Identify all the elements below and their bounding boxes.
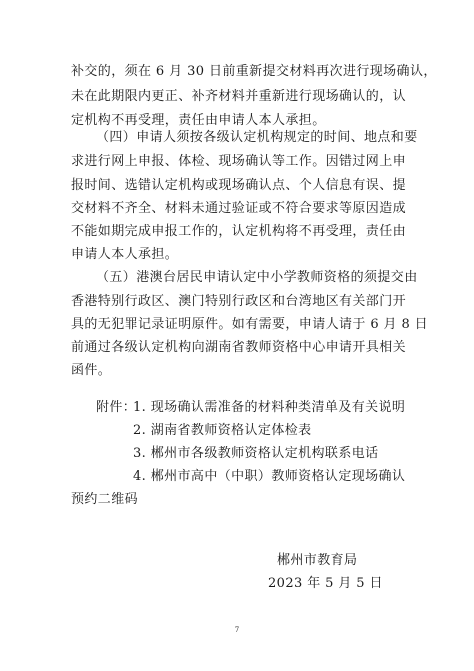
body-line: 报时间、选错认定机构或现场确认点、个人信息有误、提	[71, 178, 407, 193]
body-line: 定机构不再受理，责任由申请人本人承担。	[71, 113, 326, 128]
attachment-item: 3. 郴州市各级教师资格认定机构联系电话	[133, 446, 379, 461]
attachments-label: 附件：	[96, 400, 137, 415]
body-line: （四）申请人须按各级认定机构规定的时间、地点和要	[96, 130, 418, 145]
page-number: 7	[234, 626, 240, 634]
attachment-item: 4. 郴州市高中（中职）教师资格认定现场确认	[133, 469, 406, 484]
body-line: 交材料不齐全、材料未通过验证或不符合要求等原因造成	[71, 201, 407, 216]
body-line: 函件。	[71, 363, 112, 378]
body-line: 具的无犯罪记录证明原件。如有需要，申请人请于 6 月 8 日	[71, 317, 429, 332]
body-line: （五）港澳台居民申请认定中小学教师资格的须提交由	[96, 270, 418, 285]
attachment-item-continuation: 预约二维码	[71, 492, 139, 507]
body-line: 未在此期限内更正、补齐材料并重新进行现场确认的，认	[71, 89, 407, 104]
attachment-item: 2. 湖南省教师资格认定体检表	[133, 423, 312, 438]
signature-date: 2023 年 5 月 5 日	[268, 576, 383, 591]
body-line: 不能如期完成申报工作的，认定机构将不再受理，责任由	[71, 224, 407, 239]
body-line: 前通过各级认定机构向湖南省教师资格中心申请开具相关	[71, 340, 407, 355]
body-line: 申请人本人承担。	[71, 247, 179, 262]
attachment-item: 1. 现场确认需准备的材料种类清单及有关说明	[133, 400, 406, 415]
body-line: 补交的，须在 6 月 30 日前重新提交材料再次进行现场确认，	[71, 64, 437, 79]
signature-org: 郴州市教育局	[277, 553, 358, 568]
body-line: 香港特别行政区、澳门特别行政区和台湾地区有关部门开	[71, 294, 407, 309]
body-line: 求进行网上申报、体检、现场确认等工作。因错过网上申	[71, 154, 407, 169]
